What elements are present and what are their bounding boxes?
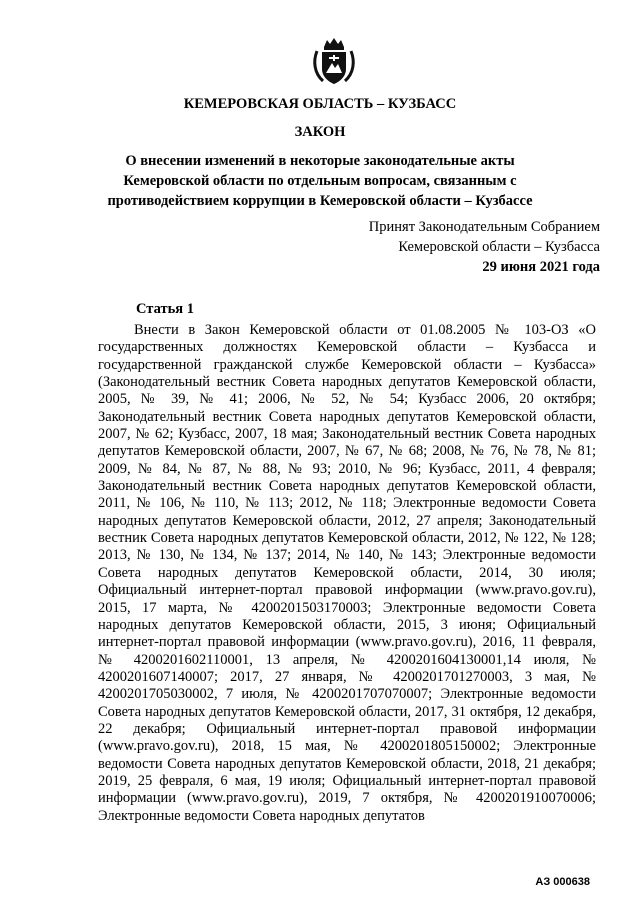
document-code: АЗ 000638	[535, 876, 590, 888]
adoption-line: Принят Законодательным Собранием	[368, 219, 600, 235]
adoption-line: Кемеровской области – Кузбасса	[398, 239, 600, 255]
article-title: Статья 1	[136, 301, 194, 317]
adoption-date: 29 июня 2021 года	[482, 259, 600, 275]
law-title-line: Кемеровской области по отдельным вопросам, связанным с	[123, 173, 517, 189]
coat-of-arms-icon	[311, 37, 357, 87]
law-title-line: О внесении изменений в некоторые законодательные акты	[125, 153, 515, 169]
document-type: ЗАКОН	[294, 124, 346, 140]
adoption-block	[369, 217, 600, 277]
law-title	[0, 151, 640, 211]
region-name: КЕМЕРОВСКАЯ ОБЛАСТЬ – КУЗБАСС	[183, 96, 457, 112]
article-body: Внести в Закон Кемеровской области от 01.08.2005 № 103-ОЗ «О государственных должностях Кемеровской области – Кузбасса и государственной гражданской службе Кемеровской области – Кузбасса» (Законодательный вестник Совета народных депутатов Кемеровской области, 2005, № 39, № 41; 2006, № 52, № 54; Кузбасс 2006, 20 октября; Законодательный вестник Совета народных депутатов Кемеровской области, 2007, № 62; Кузбасс, 2007, 18 мая; Законодательный вестник Совета народных депутатов Кемеровской области, 2007, № 67, № 68; 2008, № 76, № 78, № 81; 2009, № 84, № 87, № 88, № 93; 2010, № 96; Кузбасс, 2011, 4 февраля; Законодательный вестник Совета народных депутатов Кемеровской области, 2011, № 106, № 110, № 113; 2012, № 118; Электронные ведомости Совета народных депутатов Кемеровской области, 2012, 27 апреля; Законодательный вестник Совета народных депутатов Кемеровской области, 2012, № 122, № 128; 2013, № 130, № 134, № 137; 2014, № 140, № 143; Электронные ведомости Совета народных депутатов Кемеровской области, 2014, 30 июля; Официальный интернет-портал правовой информации (www.pravo.gov.ru), 2015, 17 марта, № 4200201503170003; Электронные ведомости Совета народных депутатов Кемеровской области, 2015, 3 июня; Официальный интернет-портал правовой информации (www.pravo.gov.ru), 2016, 11 февраля, № 4200201602110001, 13 апреля, № 4200201604130001,14 июля, № 4200201607140007; 2017, 27 января, № 4200201701270003, 3 мая, № 4200201705030002, 7 июля, № 4200201707070007; Электронные ведомости Совета народных депутатов Кемеровской области, 2017, 31 октября, 12 декабря, 22 декабря; Официальный интернет-портал правовой информации (www.pravo.gov.ru), 2018, 15 мая, № 4200201805150002; Электронные ведомости Совета народных депутатов Кемеровской области, 2018, 21 декабря; 2019, 25 февраля, 6 мая, 19 июля; Официальный интернет-портал правовой информации (www.pravo.gov.ru), 2019, 7 октября, № 4200201910070006; Электронные ведомости Совета народных депутатов	[98, 322, 596, 824]
law-title-line: противодействием коррупции в Кемеровской области – Кузбассе	[107, 193, 533, 209]
